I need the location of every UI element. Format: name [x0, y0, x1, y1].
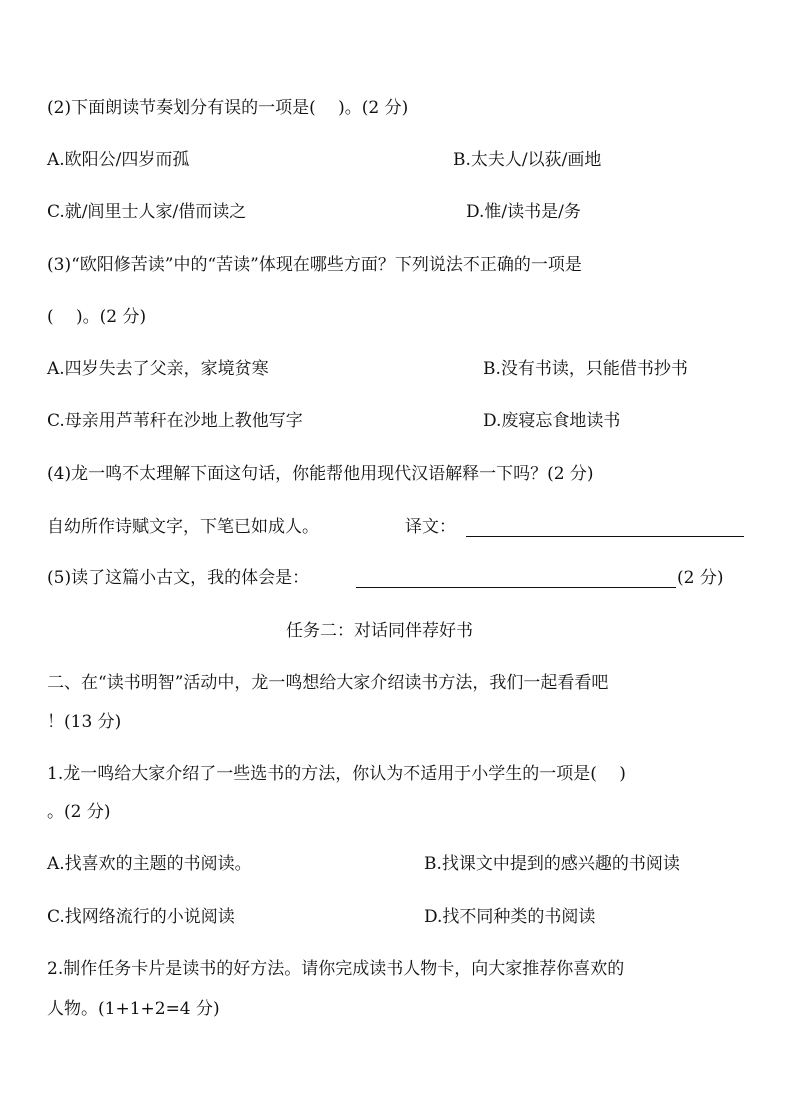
q4-stem: (4)龙一鸣不太理解下面这句话，你能帮他用现代汉语解释一下吗？(2 分) — [47, 464, 594, 484]
s2q2-stem: 2.制作任务卡片是读书的好方法。请你完成读书人物卡，向大家推荐你喜欢的 — [47, 959, 625, 979]
q5-answer-line[interactable] — [356, 587, 676, 588]
q3-stem: (3)“欧阳修苦读”中的“苦读”体现在哪些方面？下列说法不正确的一项是 — [47, 255, 582, 275]
s2q1-option-b: B.找课文中提到的感兴趣的书阅读 — [424, 854, 680, 874]
q4-sentence: 自幼所作诗赋文字，下笔已如成人。 — [47, 517, 319, 537]
s2q1-option-d: D.找不同种类的书阅读 — [424, 907, 596, 927]
q3-stem-continued: ( )。(2 分) — [47, 307, 147, 327]
q3-option-d: D.废寝忘食地读书 — [483, 411, 621, 431]
q5-points: (2 分) — [677, 568, 724, 588]
q2-stem: (2)下面朗读节奏划分有误的一项是( )。(2 分) — [47, 98, 409, 118]
q4-translation-answer-line[interactable] — [466, 536, 744, 537]
q3-option-c: C.母亲用芦苇秆在沙地上教他写字 — [47, 411, 303, 431]
task2-title: 任务二：对话同伴荐好书 — [286, 621, 473, 641]
q2-option-b: B.太夫人/以荻/画地 — [453, 150, 602, 170]
s2q1-option-a: A.找喜欢的主题的书阅读。 — [47, 854, 252, 874]
q3-option-a: A.四岁失去了父亲，家境贫寒 — [47, 359, 269, 379]
q2-option-d: D.惟/读书是/务 — [466, 202, 581, 222]
section2-heading-line1: 二、在“读书明智”活动中，龙一鸣想给大家介绍读书方法，我们一起看看吧 — [47, 673, 609, 693]
section2-heading-line2: ！(13 分) — [47, 712, 122, 732]
q5-stem: (5)读了这篇小古文，我的体会是： — [47, 568, 310, 588]
s2q1-option-c: C.找网络流行的小说阅读 — [47, 907, 235, 927]
q4-translation-label: 译文： — [405, 517, 456, 537]
s2q1-stem: 1.龙一鸣给大家介绍了一些选书的方法，你认为不适用于小学生的一项是( ) — [47, 764, 626, 784]
q2-option-c: C.就/闾里士人家/借而读之 — [47, 202, 247, 222]
s2q2-stem-continued: 人物。(1+1+2=4 分) — [47, 999, 220, 1019]
s2q1-stem-continued: 。(2 分) — [47, 802, 111, 822]
q2-option-a: A.欧阳公/四岁而孤 — [47, 150, 190, 170]
q3-option-b: B.没有书读，只能借书抄书 — [483, 359, 688, 379]
